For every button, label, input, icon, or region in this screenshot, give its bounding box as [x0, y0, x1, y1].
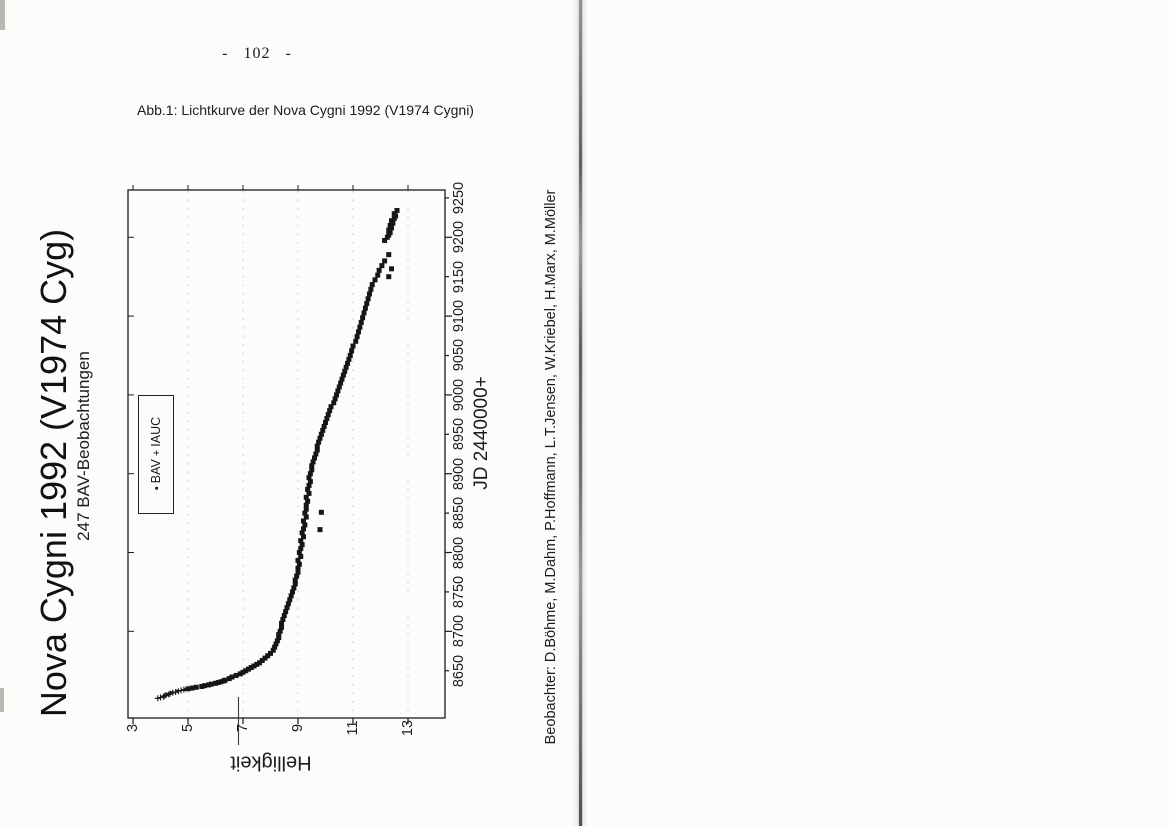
plot-border	[128, 190, 445, 718]
bav-point	[194, 685, 199, 690]
mag-tick-label: 9	[290, 723, 306, 733]
chart-legend-text	[149, 416, 163, 492]
bav-point	[176, 690, 179, 693]
iauc-point	[178, 687, 184, 693]
bav-point	[370, 282, 375, 287]
bav-point	[170, 691, 173, 694]
jd-tick-label: 9050	[451, 339, 467, 372]
jd-tick-label: 8700	[451, 615, 467, 648]
jd-tick-label: 8650	[451, 654, 467, 687]
bav-point	[377, 268, 382, 273]
mag-tick-label: 11	[345, 720, 361, 736]
chart-subtitle: 247 BAV-Beobachtungen	[74, 351, 93, 541]
page-gutter-line	[579, 0, 582, 826]
jd-tick-label: 9200	[451, 221, 467, 254]
jd-tick-label: 9100	[451, 299, 467, 333]
bav-point	[366, 296, 371, 301]
jd-tick-label: 8850	[451, 496, 467, 530]
bav-point	[351, 344, 356, 349]
bav-point	[363, 306, 368, 311]
bav-point	[359, 320, 364, 325]
mag-tick-label: 5	[180, 723, 196, 733]
jd-tick-label: 8800	[451, 536, 467, 569]
bav-point	[318, 527, 323, 532]
bav-point	[355, 334, 360, 339]
page-number-left: - 102 -	[222, 45, 292, 62]
chart-legend	[138, 395, 174, 514]
jd-axis-title: JD 2440000+	[471, 376, 492, 490]
bav-point	[353, 339, 358, 344]
figure-caption: Abb.1: Lichtkurve der Nova Cygni 1992 (V1974 Cygni)	[137, 102, 474, 118]
iauc-plus-marker-icon: +	[151, 449, 163, 456]
jd-tick-label: 8900	[451, 457, 467, 490]
mag-tick-label: 7	[235, 723, 251, 733]
bav-point	[373, 277, 378, 282]
mag-tick-label: 3	[125, 723, 141, 733]
magnitude-axis-title: Helligkeit	[230, 751, 312, 774]
observers-credit: Beobachter: D.Böhme, M.Dahm, P.Hoffmann, L.T.Jensen, W.Kriebel, H.Marx, M.Möller	[543, 189, 559, 745]
bav-point	[349, 348, 354, 353]
legend-label-iauc: IAUC	[149, 416, 163, 447]
jd-tick-label: 9250	[451, 181, 467, 215]
bav-point	[319, 510, 324, 515]
jd-tick-label: 9150	[451, 260, 467, 293]
bav-point	[386, 252, 391, 257]
chart-title: Nova Cygni 1992 (V1974 Cyg)	[33, 228, 74, 718]
bav-point	[386, 274, 391, 279]
bav-point	[364, 301, 369, 306]
bav-point	[367, 292, 372, 297]
bav-point	[389, 266, 394, 271]
bav-point	[166, 693, 169, 696]
bav-point	[362, 310, 367, 315]
bav-point	[375, 273, 380, 278]
bav-point	[348, 353, 353, 358]
bav-point	[395, 208, 400, 213]
bav-point	[382, 258, 387, 263]
bav-point	[368, 287, 373, 292]
jd-tick-label: 8750	[451, 575, 467, 609]
bav-point	[356, 329, 361, 334]
page-102	[0, 0, 578, 826]
mag-tick-label: 13	[400, 719, 416, 737]
bav-point	[360, 315, 365, 320]
legend-label-bav: BAV	[149, 458, 163, 483]
page-103	[590, 0, 1169, 826]
bav-square-marker-icon: ▪	[151, 485, 163, 490]
iauc-point	[155, 695, 161, 701]
bav-point	[357, 325, 362, 330]
bav-point	[379, 263, 384, 268]
jd-tick-label: 8950	[451, 418, 467, 451]
jd-tick-label: 9000	[451, 378, 467, 412]
